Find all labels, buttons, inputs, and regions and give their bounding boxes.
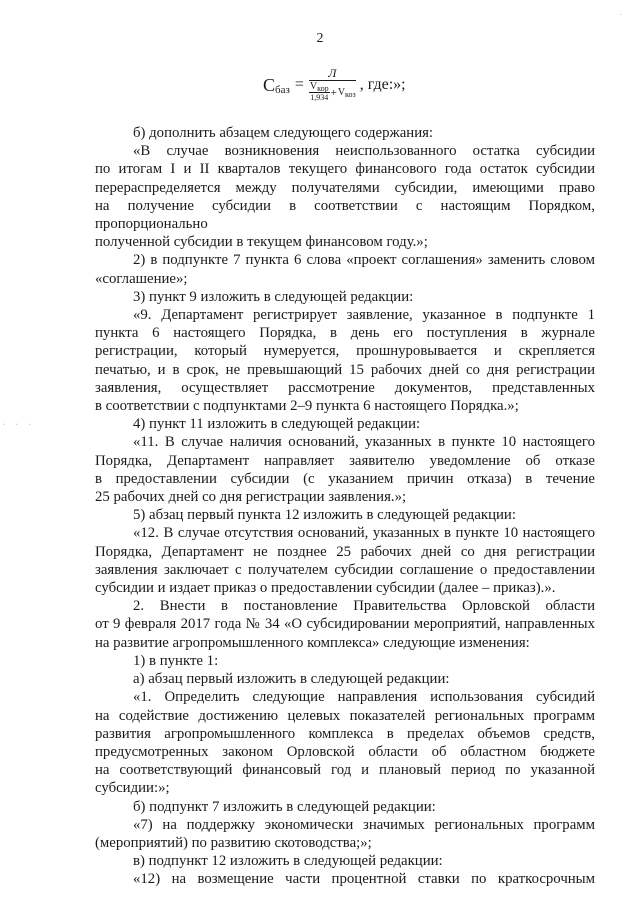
paragraph-line: «1. Определить следующие направления использования субсидий <box>133 689 595 706</box>
paragraph-line: Порядка, Департамент не позднее 25 рабочих дней со дня регистрации <box>95 543 595 560</box>
paragraph-line: заявления, осуществляет рассмотрение документов, представленных <box>95 379 595 396</box>
formula-numerator: Л <box>328 66 337 80</box>
paragraph-line: «9. Департамент регистрирует заявление, указанное в подпункте 1 <box>133 307 595 324</box>
paragraph-line: «12. В случае отсутствия оснований, указанных в пункте 10 настоящего <box>133 525 595 542</box>
paragraph-line: а) абзац первый изложить в следующей редакции: <box>133 671 450 688</box>
paragraph-line: 4) пункт 11 изложить в следующей редакции: <box>133 416 421 433</box>
paragraph-line: 25 рабочих дней со дня регистрации заявления.»; <box>95 489 407 506</box>
paragraph-line: 2. Внести в постановление Правительства Орловской области <box>133 598 595 615</box>
formula-variable: С <box>263 74 276 95</box>
paragraph-line: «соглашение»; <box>95 270 188 287</box>
paragraph-line: «12) на возмещение части процентной ставки по краткосрочным <box>133 871 595 888</box>
paragraph-line: на развитие агропромышленного комплекса» следующие изменения: <box>95 634 530 651</box>
paragraph-line: предусмотренных законом Орловской области об областном бюджете <box>95 743 595 760</box>
paragraph-line: (мероприятий) по развитию скотоводства;»; <box>95 834 372 851</box>
paragraph-line: на соответствующий финансовый год и плановый период по указанной <box>95 762 595 779</box>
inner-numerator: $V_{кор}$ <box>309 81 329 93</box>
formula-fraction <box>309 67 356 103</box>
paragraph-line: регистрации, который нумеруется, прошнуровывается и скрепляется <box>95 343 595 360</box>
paragraph-line: в) подпункт 12 изложить в следующей редакции: <box>133 853 443 870</box>
formula-variable-subscript: баз <box>275 84 290 96</box>
formula-tail: , где:»; <box>359 76 406 93</box>
inner-denominator: 1,934 <box>310 93 329 102</box>
page-number: 2 <box>316 31 324 46</box>
formula-denominator <box>309 81 356 103</box>
formula <box>263 60 406 110</box>
paragraph-line: 2) в подпункте 7 пункта 6 слова «проект соглашения» заменить словом <box>133 252 595 269</box>
formula-equals: = <box>294 76 304 93</box>
paragraph-line: от 9 февраля 2017 года № 34 «О субсидировании мероприятий, направленных <box>95 616 595 633</box>
formula-second-term: $V_{коз}$ <box>337 86 356 99</box>
paragraph-line: б) дополнить абзацем следующего содержания: <box>133 125 434 141</box>
scan-mark: · · · <box>2 418 35 431</box>
document-text <box>95 124 595 889</box>
paragraph-line: 3) пункт 9 изложить в следующей редакции: <box>133 288 414 305</box>
paragraph-line: «В случае возникновения неиспользованного остатка субсидии <box>133 143 595 160</box>
inner-fraction <box>309 82 330 103</box>
paragraph-line: «7) на поддержку экономически значимых региональных программ <box>133 816 595 833</box>
paragraph-line: полученной субсидии в текущем финансовом году.»; <box>95 234 428 251</box>
scan-mark: · <box>619 10 623 21</box>
paragraph-line: в соответствии с подпунктами 2–9 пункта 6 настоящего Порядка.»; <box>95 398 519 415</box>
paragraph-line: заявления заключает с получателем субсидии соглашение о предоставлении <box>95 561 595 578</box>
paragraph-line: развития агропромышленного комплекса в пределах объемов средств, <box>95 725 595 742</box>
paragraph-line: на содействие достижению целевых показателей региональных программ <box>95 707 595 724</box>
paragraph-line: пункта 6 настоящего Порядка, в день его поступления в журнале <box>95 325 595 342</box>
paragraph-line: 1) в пункте 1: <box>133 652 219 669</box>
paragraph-line: по итогам I и II кварталов текущего финансового года остаток субсидии <box>95 161 595 178</box>
paragraph-line: 5) абзац первый пункта 12 изложить в следующей редакции: <box>133 507 516 524</box>
paragraph-line: «11. В случае наличия оснований, указанных в пункте 10 настоящего <box>133 434 595 451</box>
paragraph-line: на получение субсидии в соответствии с настоящим Порядком, пропорционально <box>95 197 595 233</box>
paragraph-line: перераспределяется между получателями субсидии, имеющими право <box>95 179 595 196</box>
paragraph-line: субсидии и издает приказ о предоставлении субсидии (далее – приказ).». <box>95 580 556 597</box>
paragraph-line: печатью, и в срок, не превышающий 15 рабочих дней со дня регистрации <box>95 361 595 378</box>
paragraph-line: субсидии:»; <box>95 780 170 797</box>
paragraph-line: б) подпункт 7 изложить в следующей редакции: <box>133 798 436 815</box>
paragraph-line: в предоставлении субсидии (с указанием причин отказа) в течение <box>95 470 595 487</box>
paragraph-line: Порядка, Департамент направляет заявителю уведомление об отказе <box>95 452 595 469</box>
formula-plus: + <box>330 86 337 99</box>
